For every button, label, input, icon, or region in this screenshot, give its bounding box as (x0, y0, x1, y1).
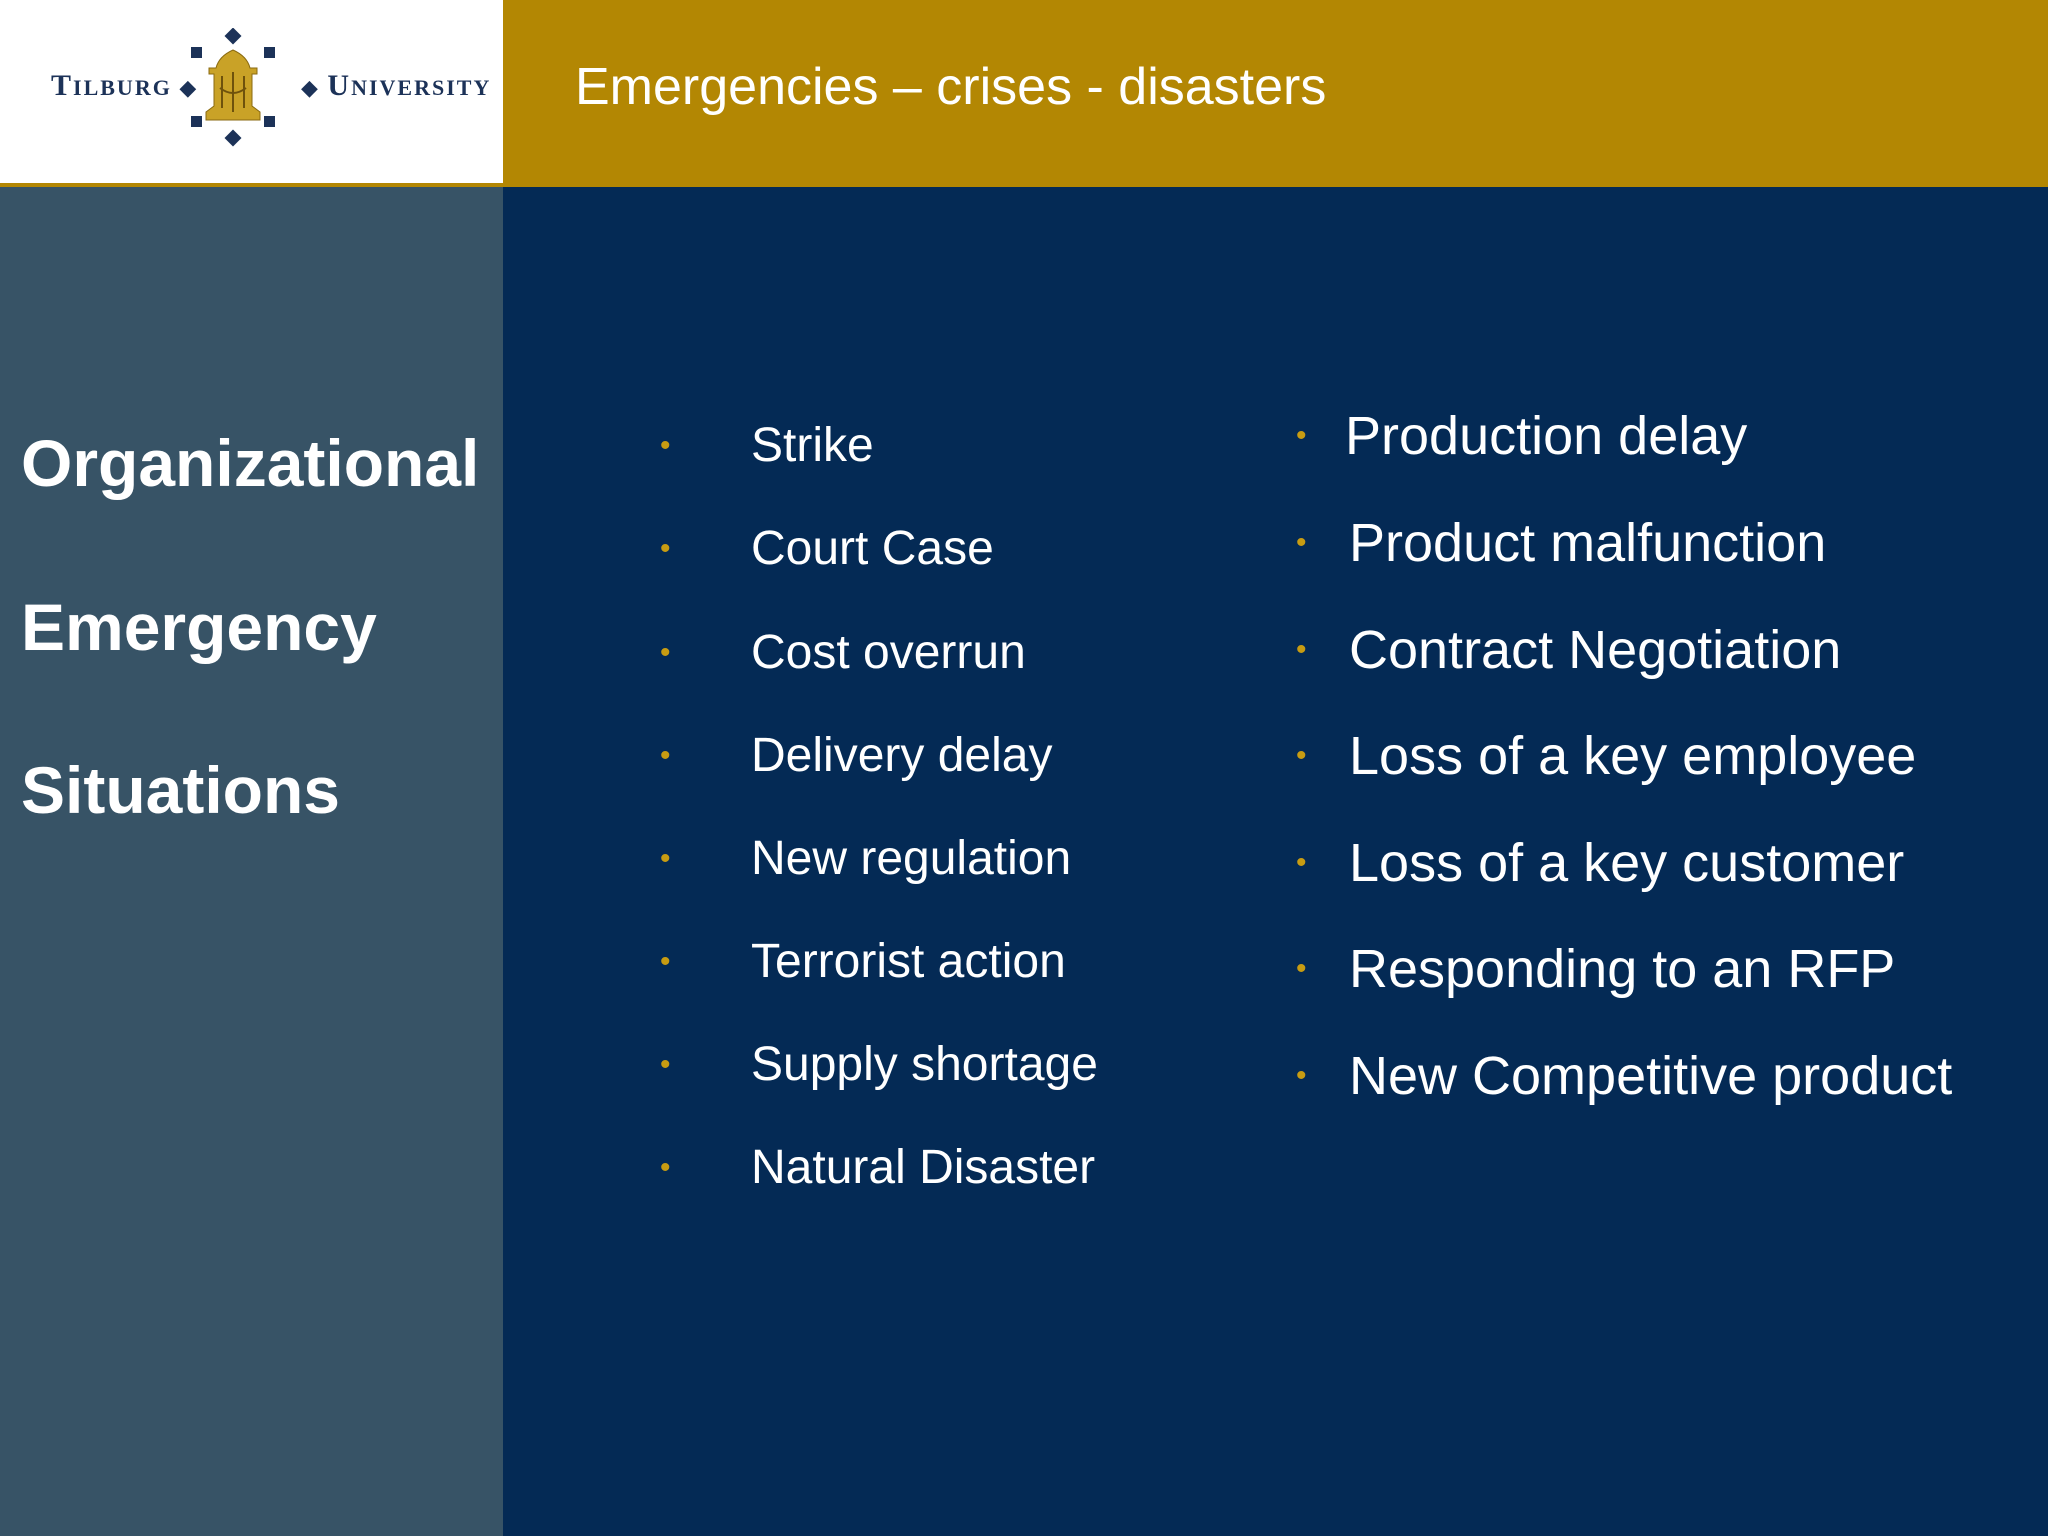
logo-text-university: ◆ UNIVERSITY (301, 69, 492, 102)
list-item: • Product malfunction (1296, 507, 2016, 579)
list-item: • Loss of a key employee (1296, 720, 2016, 792)
list-item: • Supply shortage (660, 1030, 1180, 1100)
list-item: • Loss of a key customer (1296, 827, 2016, 899)
list-item: • Court Case (660, 514, 1180, 584)
bullet-icon: • (1296, 419, 1307, 452)
bullet-icon: • (660, 532, 671, 565)
list-item: • Natural Disaster (660, 1133, 1180, 1203)
side-word-organizational: Organizational (21, 426, 480, 500)
university-emblem-icon (180, 28, 286, 148)
bullet-icon: • (660, 429, 671, 462)
bullet-icon: • (660, 945, 671, 978)
list-item: • Production delay (1296, 400, 2016, 472)
list-item: • Delivery delay (660, 721, 1180, 791)
bullet-icon: • (660, 1048, 671, 1081)
bullet-icon: • (1296, 1059, 1307, 1092)
bullet-icon: • (1296, 739, 1307, 772)
slide-title: Emergencies – crises - disasters (575, 58, 1327, 116)
bullet-icon: • (1296, 526, 1307, 559)
list-item: • Responding to an RFP (1296, 933, 2016, 1005)
list-item: • Cost overrun (660, 618, 1180, 688)
list-item: • Terrorist action (660, 927, 1180, 997)
list-item: • New regulation (660, 824, 1180, 894)
list-item: • Strike (660, 411, 1180, 481)
bullet-icon: • (1296, 846, 1307, 879)
bullet-icon: • (1296, 633, 1307, 666)
bullet-icon: • (660, 739, 671, 772)
list-item: • Contract Negotiation (1296, 614, 2016, 686)
side-word-emergency: Emergency (21, 590, 377, 664)
bullet-icon: • (660, 1151, 671, 1184)
list-item: • New Competitive product (1296, 1040, 2016, 1112)
side-panel (0, 187, 503, 1536)
side-word-situations: Situations (21, 753, 341, 827)
bullet-icon: • (1296, 952, 1307, 985)
bullet-icon: • (660, 842, 671, 875)
bullet-icon: • (660, 636, 671, 669)
logo-text-tilburg: TILBURG ◆ (51, 69, 199, 102)
logo-box (0, 0, 503, 183)
